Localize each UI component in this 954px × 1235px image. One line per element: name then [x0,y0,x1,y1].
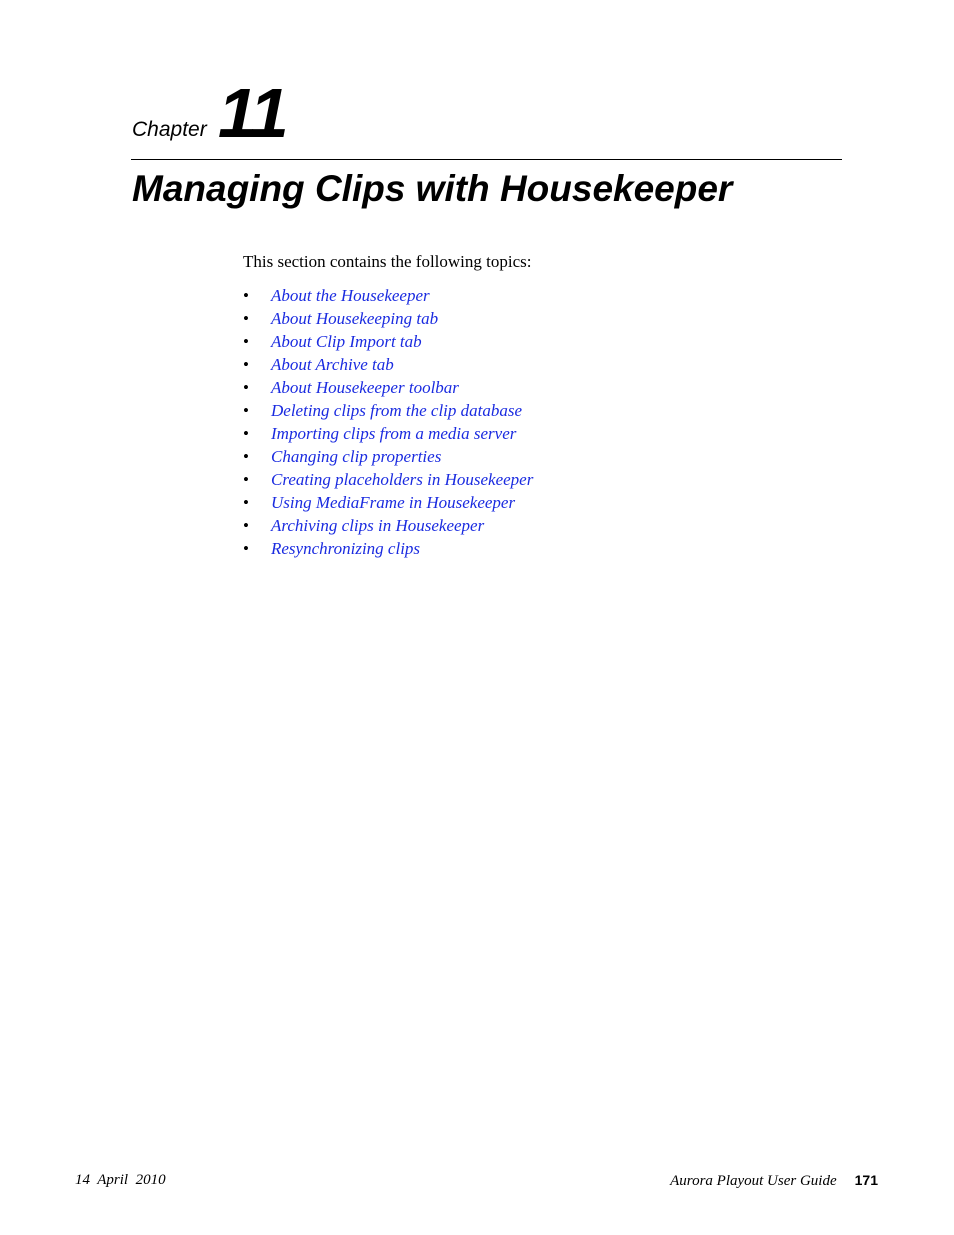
list-item [243,331,533,354]
chapter-rule [131,159,842,160]
bullet: • [243,516,249,535]
list-item [243,469,533,492]
list-item [243,538,533,561]
list-item [243,354,533,377]
topic-link[interactable]: About Archive tab [271,355,394,374]
list-item [243,423,533,446]
topic-link[interactable]: Using MediaFrame in Housekeeper [271,493,516,512]
topic-link[interactable]: Deleting clips from the clip database [271,401,523,420]
footer-date: 14 April 2010 [75,1172,166,1188]
chapter-number: 11 [218,74,287,152]
bullet: • [243,470,249,489]
bullet: • [243,378,249,397]
topic-link[interactable]: Creating placeholders in Housekeeper [271,470,534,489]
list-item [243,308,533,331]
footer-right [670,1172,878,1190]
bullet: • [243,447,249,466]
list-item [243,515,533,538]
list-item [243,285,533,308]
intro-text: This section contains the following topics: [243,252,532,271]
chapter-title: Managing Clips with Housekeeper [132,168,733,209]
bullet: • [243,401,249,420]
bullet: • [243,309,249,328]
bullet: • [243,355,249,374]
footer-guide-title: Aurora Playout User Guide [670,1173,837,1189]
topic-link[interactable]: About the Housekeeper [271,286,430,305]
topic-link[interactable]: About Housekeeper toolbar [271,378,459,397]
topic-link[interactable]: Archiving clips in Housekeeper [271,516,485,535]
bullet: • [243,539,249,558]
topic-link[interactable]: About Clip Import tab [271,332,422,351]
bullet: • [243,493,249,512]
chapter-label: Chapter [132,118,207,141]
list-item [243,400,533,423]
list-item [243,446,533,469]
list-item [243,492,533,515]
topic-link[interactable]: Importing clips from a media server [271,424,517,443]
topic-link[interactable]: About Housekeeping tab [271,309,439,328]
list-item [243,377,533,400]
page-number: 171 [854,1172,878,1188]
bullet: • [243,286,249,305]
topic-list [243,285,533,561]
topic-link[interactable]: Resynchronizing clips [271,539,421,558]
bullet: • [243,424,249,443]
bullet: • [243,332,249,351]
topic-link[interactable]: Changing clip properties [271,447,442,466]
